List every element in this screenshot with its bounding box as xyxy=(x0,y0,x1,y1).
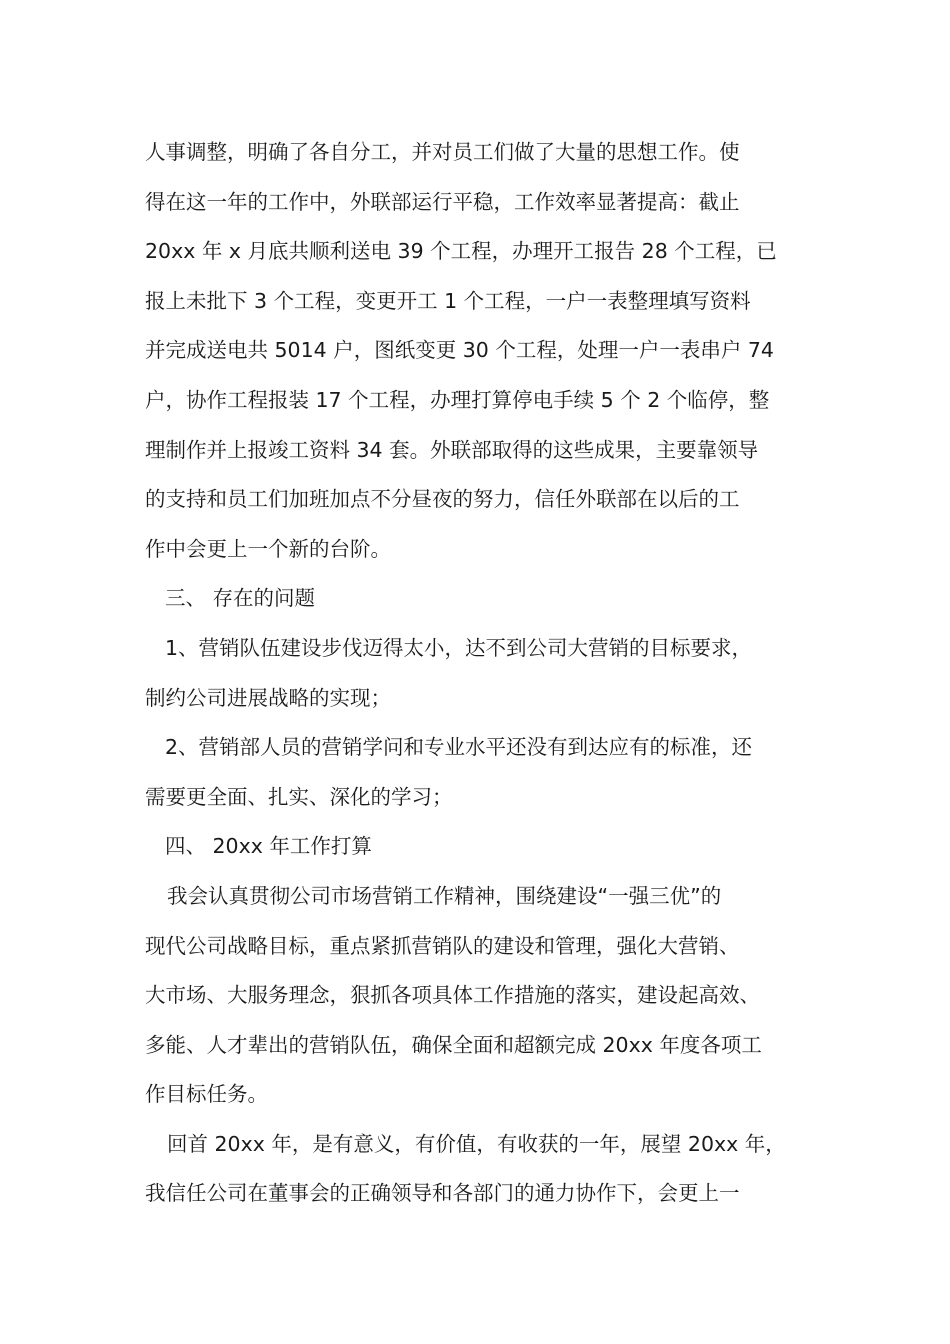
paragraph-line: 大市场、大服务理念，狠抓各项具体工作措施的落实，建设起高效、 xyxy=(145,983,760,1008)
paragraph-line: 现代公司战略目标，重点紧抓营销队的建设和管理，强化大营销、 xyxy=(145,933,740,958)
list-item: 2、营销部人员的营销学问和专业水平还没有到达应有的标准，还 xyxy=(165,735,753,760)
paragraph-line: 回首 20xx 年，是有意义，有价值，有收获的一年，展望 20xx 年， xyxy=(167,1131,786,1156)
paragraph-line: 报上未批下 3 个工程，变更开工 1 个工程，一户一表整理填写资料 xyxy=(145,288,751,313)
section-heading: 三、 存在的问题 xyxy=(165,586,316,611)
list-item: 1、营销队伍建设步伐迈得太小，达不到公司大营销的目标要求， xyxy=(165,635,753,660)
paragraph-line: 20xx 年 x 月底共顺利送电 39 个工程，办理开工报告 28 个工程，已 xyxy=(145,239,777,264)
paragraph-line: 作中会更上一个新的台阶。 xyxy=(145,536,391,561)
paragraph-line: 多能、人才辈出的营销队伍，确保全面和超额完成 20xx 年度各项工 xyxy=(145,1032,762,1057)
paragraph-line: 作目标任务。 xyxy=(145,1082,268,1107)
document-body xyxy=(145,128,825,1219)
paragraph-line: 户，协作工程报装 17 个工程，办理打算停电手续 5 个 2 个临停，整 xyxy=(145,387,770,412)
paragraph-line: 并完成送电共 5014 户，图纸变更 30 个工程，处理一户一表串户 74 xyxy=(145,338,774,363)
list-item-continuation: 需要更全面、扎实、深化的学习； xyxy=(145,784,453,809)
section-heading: 四、 20xx 年工作打算 xyxy=(165,834,372,859)
paragraph-line: 人事调整，明确了各自分工，并对员工们做了大量的思想工作。使 xyxy=(145,140,740,164)
paragraph-line: 我信任公司在董事会的正确领导和各部门的通力协作下，会更上一 xyxy=(145,1181,740,1206)
paragraph-line: 理制作并上报竣工资料 34 套。外联部取得的这些成果，主要靠领导 xyxy=(145,437,759,462)
paragraph-line: 的支持和员工们加班加点不分昼夜的努力，信任外联部在以后的工 xyxy=(145,487,740,512)
paragraph-line: 我会认真贯彻公司市场营销工作精神，围绕建设“一强三优”的 xyxy=(167,883,722,908)
paragraph-line: 得在这一年的工作中，外联部运行平稳，工作效率显著提高：截止 xyxy=(145,189,740,214)
list-item-continuation: 制约公司进展战略的实现； xyxy=(145,685,391,710)
